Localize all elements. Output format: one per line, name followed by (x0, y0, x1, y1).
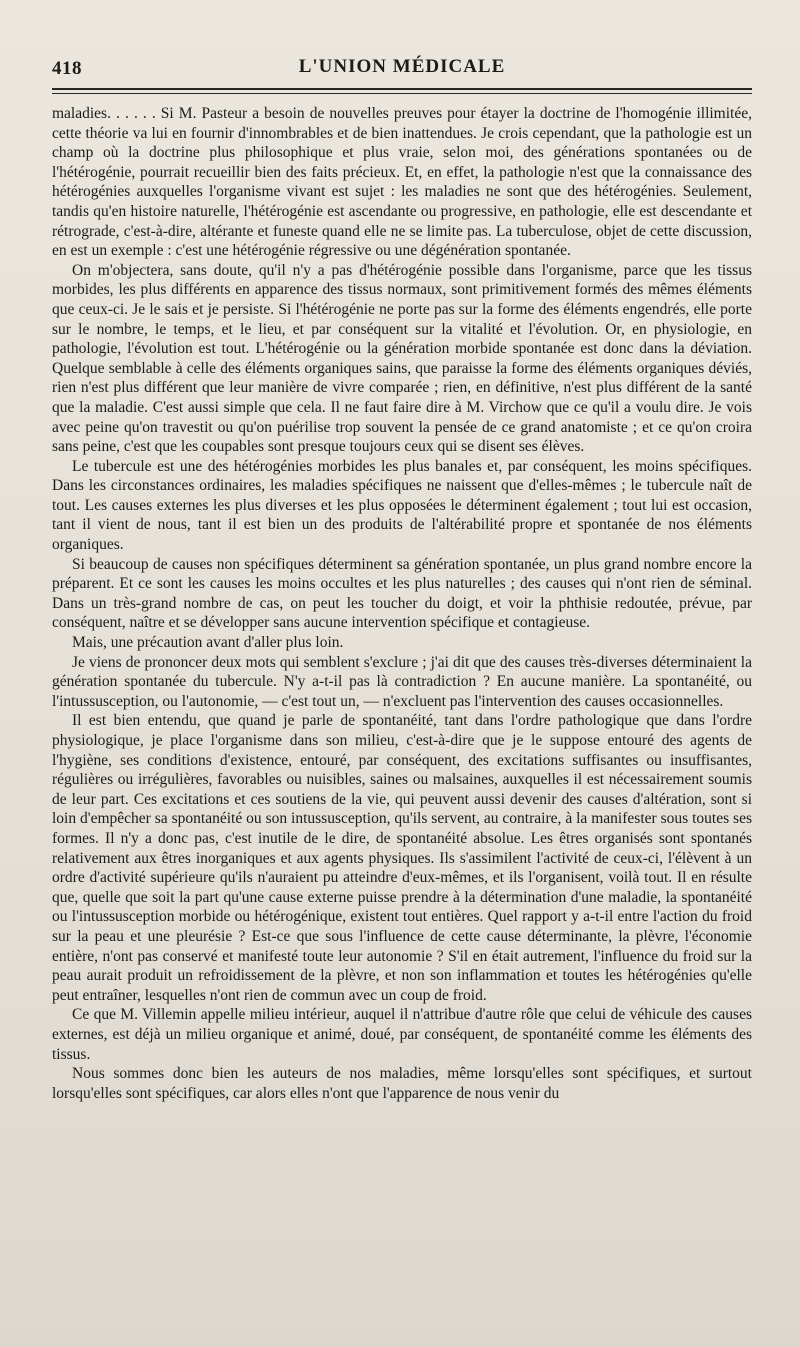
body-text (52, 88, 752, 1103)
page-number: 418 (52, 58, 82, 79)
paragraph: Si beaucoup de causes non spécifiques déterminent sa génération spontanée, un plus grand nombre encore la préparent. Et ce sont les causes les moins occultes et les plus naturelles ; des causes qui n'ont rien de séminal. Dans un très-grand nombre de cas, on peut les toucher du doigt, et voir la phthisie redoutée, prévue, par conséquent, naître et se développer sans aucune intervention spécifique et contagieuse. (52, 555, 752, 632)
running-title: L'UNION MÉDICALE (298, 56, 506, 77)
paragraph: maladies. . . . . . Si M. Pasteur a besoin de nouvelles preuves pour étayer la doctrine de l'homogénie illimitée, cette théorie va lui en fournir d'innombrables et de bien inattendues. Je crois cependant, que la pathologie est un champ où la doctrine plus philosophique et plus vraie, selon moi, des générations spontanées ou de l'hétérogénie, pourrait recueillir bien des faits précieux. Et, en effet, la pathologie n'est que la connaissance des hétérogénies auxquelles l'organisme vivant est sujet : les maladies ne sont que des hétérogénies. Seulement, tandis qu'en histoire naturelle, l'hétérogénie est ascendante ou progressive, en pathologie, elle est descendante et rétrograde, c'est-à-dire, altérante et funeste quand elle ne se limite pas. La tuberculose, objet de cette discussion, en est un exemple : c'est une hétérogénie régressive ou une dégénération spontanée. (52, 105, 752, 260)
paragraph: Nous sommes donc bien les auteurs de nos maladies, même lorsqu'elles sont spécifiques, et surtout lorsqu'elles sont spécifiques, car alors elles n'ont que l'apparence de nous venir du (52, 1065, 752, 1102)
paragraph: Le tubercule est une des hétérogénies morbides les plus banales et, par conséquent, les moins spécifiques. Dans les circonstances ordinaires, les maladies spécifiques ne naissent que d'elles-mêmes ; le tubercule naît de tout. Les causes externes les plus diverses et les plus opposées le déterminent également ; tout lui est occasion, tant il vient de nous, tant il est bien un des produits de l'altérabilité propre et spontanée de nos éléments organiques. (52, 457, 752, 554)
paragraph: Mais, une précaution avant d'aller plus loin. (72, 634, 344, 652)
paragraph: On m'objectera, sans doute, qu'il n'y a pas d'hétérogénie possible dans l'organisme, parce que les tissus morbides, les plus différents en apparence des tissus normaux, sont primitivement formés des mêmes éléments que ceux-ci. Je le sais et je persiste. Si l'hétérogénie ne porte pas sur la forme des éléments engendrés, elle porte sur le nombre, le temps, et le lieu, et par conséquent sur la vitalité et l'évolution. Or, en physiologie, en pathologie, l'évolution est tout. L'hétérogénie ou la génération morbide spontanée est donc dans la déviation. Quelque semblable à celle des éléments organiques sains, que paraisse la forme des éléments organiques déviés, rien n'est plus différent que leur manière de vivre comparée ; rien, en définitive, n'est plus différent de la santé que la maladie. C'est aussi simple que cela. Il ne faut faire dire à M. Virchow que ce qu'il a voulu dire. Je vois avec peine qu'on travestit ou qu'on puérilise trop souvent la pensée de ce grand anatomiste ; et ce qu'on croira sans peine, c'est que les coupables sont presque toujours ceux qui se disent ses élèves. (52, 261, 752, 456)
header-rule (52, 88, 752, 90)
paragraph: Il est bien entendu, que quand je parle de spontanéité, tant dans l'ordre pathologique que dans l'ordre physiologique, je place l'organisme dans son milieu, c'est-à-dire que je le suppose entouré des agents de l'hygiène, ses conditions d'existence, entouré, par conséquent, des excitations suffisantes ou insuffisantes, régulières ou irrégulières, favorables ou nuisibles, saines ou malsaines, auxquelles il est nécessairement soumis de leur part. Ces excitations et ces soutiens de la vie, qui peuvent aussi devenir des causes d'altération, sont si loin d'empêcher sa spontanéité ou son intussusception, qu'ils servent, au contraire, à la manifester sous toutes ses formes. Il n'y a donc pas, c'est inutile de le dire, de spontanéité absolue. Les êtres organisés sont spontanés relativement aux êtres inorganiques et aux agents physiques. Ils s'assimilent l'activité de ceux-ci, l'élèvent à un ordre d'activité supérieure qu'ils n'auraient pu atteindre d'eux-mêmes, et ils l'organisent, voilà tout. Il en résulte que, quelle que soit la part qu'une cause externe puisse prendre à la détermination d'une maladie, la spontanéité ou l'intussusception morbide ou hétérogénique, existent tout entières. Quel rapport y a-t-il entre l'action du froid sur la peau et une pleurésie ? Est-ce que sous l'influence de cette cause déterminante, la plèvre, l'économie entière, n'ont pas conservé et manifesté toute leur autonomie ? S'il en était autrement, l'influence du froid sur la peau aurait produit un refroidissement de la plèvre, et non son inflammation et toutes les hétérogénies qu'elle peut entraîner, lesquelles n'ont rien de commun avec un coup de froid. (52, 712, 752, 1004)
paragraph: Je viens de prononcer deux mots qui semblent s'exclure ; j'ai dit que des causes très-diverses déterminaient la génération spontanée du tubercule. N'y a-t-il pas là contradiction ? En aucune manière. La spontanéité, ou l'intussusception, ou l'autonomie, — c'est tout un, — n'excluent pas l'intervention des causes occasionnelles. (52, 653, 752, 710)
paragraph: Ce que M. Villemin appelle milieu intérieur, auquel il n'attribue d'autre rôle que celui de véhicule des causes externes, est déjà un milieu organique et animé, doué, par conséquent, de spontanéité comme les éléments des tissus. (52, 1006, 752, 1063)
header-rule-thin (52, 93, 752, 94)
page-header (52, 0, 752, 88)
